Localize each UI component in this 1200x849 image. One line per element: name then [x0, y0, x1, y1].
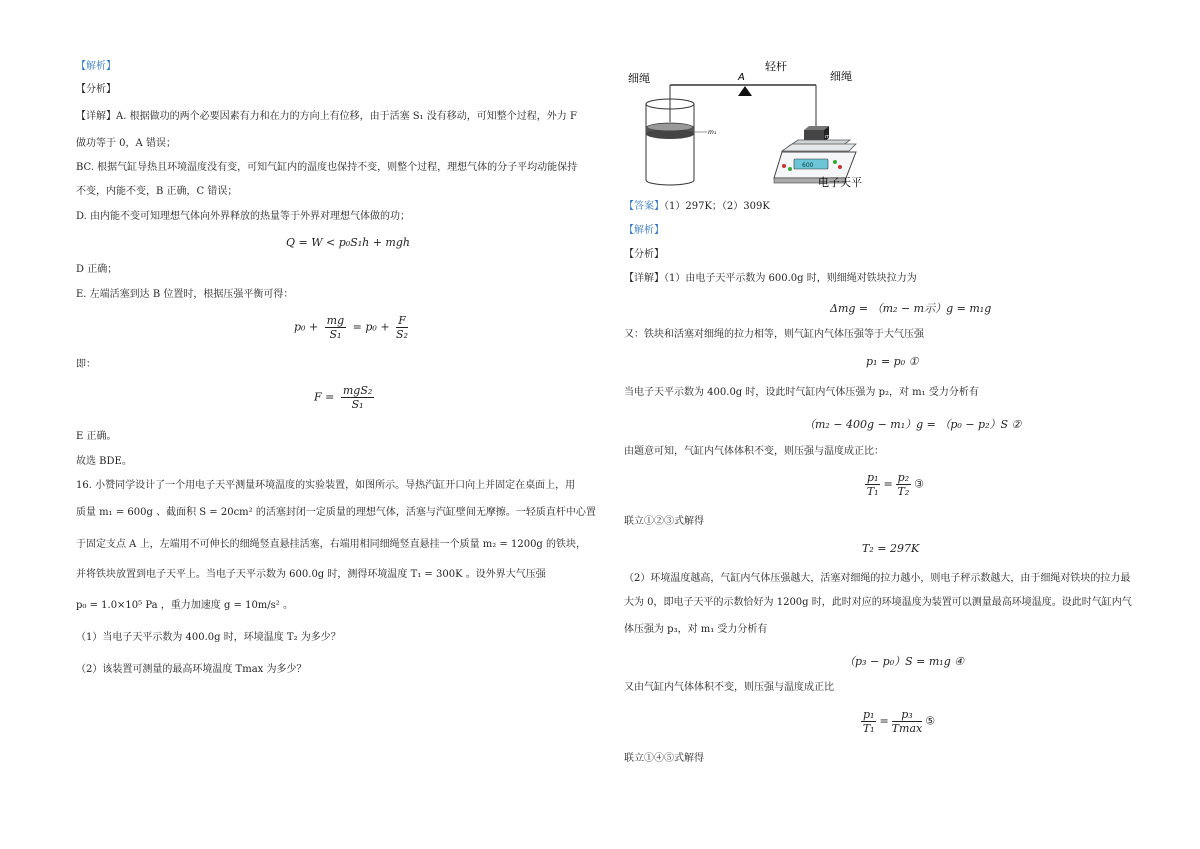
frac-num: F	[396, 314, 408, 328]
part2-line3: 体压强为 p₃，对 m₁ 受力分析有	[624, 624, 768, 635]
detail-line-you: 又：铁块和活塞对细绳的拉力相等，则气缸内气体压强等于大气压强	[624, 329, 924, 340]
eq-p0: p₀	[294, 320, 306, 334]
eq-f: F	[314, 390, 322, 404]
detail-line-ratio: 由题意可知，气缸内气体体积不变，则压强与温度成正比：	[624, 446, 884, 457]
detail-line-d: D. 由内能不变可知理想气体向外界释放的热量等于外界对理想气体做的功；	[76, 211, 411, 222]
equation-p1: p₁ = p₀ ①	[866, 355, 919, 368]
solve-line-1: 联立①②③式解得	[624, 516, 704, 527]
frac-f-s2	[396, 314, 408, 341]
question16-line5: p₀ = 1.0×10⁵ Pa ，重力加速度 g = 10m/s² 。	[76, 600, 293, 611]
detail-line-bc1: BC. 根据气缸导热且环境温度没有变，可知气缸内的温度也保持不变，则整个过程，理想气体的分子平均动能保持	[76, 162, 578, 173]
frac-num: p₁	[863, 708, 875, 721]
answer-text: （1）297K；（2）309K	[664, 201, 770, 212]
frac-num: p₃	[892, 708, 923, 722]
label-pivot-a: A	[738, 72, 745, 83]
eq-equal: =	[352, 320, 362, 334]
detail-line-bc2: 不变，内能不变，B 正确，C 错误；	[76, 186, 238, 197]
frac-num: p₁	[867, 471, 879, 484]
equation-ratio-tmax	[858, 708, 935, 735]
e-correct: E 正确。	[76, 431, 117, 442]
eq-plusb: +	[380, 320, 390, 334]
equation-force-balance: （m₂ − 400g − m₁）g = （p₀ − p₂）S ②	[804, 418, 1022, 431]
frac-p3-tmax	[892, 708, 923, 735]
frac-den: T₁	[866, 485, 879, 498]
question16-line4: 并将铁块放置到电子天平上。当电子天平示数为 600.0g 时，测得环境温度 T₁ = 300K 。设外界大气压强	[76, 569, 546, 580]
equation-p3: （p₃ − p₀）S = m₁g ④	[844, 655, 965, 668]
frac-num: mg	[326, 314, 345, 327]
eq-plus: +	[308, 320, 319, 334]
detail-line-a1: 【详解】A. 根据做功的两个必要因素有力和在力的方向上有位移，由于活塞 S₁ 没有移动，可知整个过程，外力 F	[76, 111, 577, 122]
label-right-rope: 细绳	[830, 70, 852, 83]
d-correct: D 正确；	[76, 264, 118, 275]
balance-display: 600	[802, 162, 814, 169]
question16-line1: 16. 小赞同学设计了一个用电子天平测量环境温度的实验装置，如图所示。导热汽缸开口向上并固定在桌面上，用	[76, 480, 576, 491]
frac-num: p₂	[897, 471, 910, 484]
frac-mg-s1	[325, 314, 346, 341]
answer-line	[624, 200, 770, 214]
analysis-heading-right: 【分析】	[624, 249, 664, 260]
solve-line-2: 联立①④⑤式解得	[624, 753, 704, 764]
question16-line2: 质量 m₁ = 600g 、截面积 S = 20cm² 的活塞封闭一定质量的理想气体，活塞与汽缸壁间无摩擦。一轻质直杆中心置	[76, 507, 596, 518]
label-balance: 电子天平	[818, 176, 862, 189]
apparatus-figure	[624, 56, 864, 192]
eq-mark-3: ③	[914, 477, 924, 491]
label-rod: 轻杆	[765, 60, 787, 73]
ji-label: 即：	[76, 359, 96, 370]
eq-equal: =	[883, 477, 893, 491]
frac-num: mgS₂	[342, 384, 373, 397]
question16-line3: 于固定支点 A 上，左端用不可伸长的细绳竖直悬挂活塞，右端用相同细绳竖直悬挂一个质量 m₂ = 1200g 的铁块，	[76, 539, 587, 550]
detail-line-1: 【详解】（1）由电子天平示数为 600.0g 时，则细绳对铁块拉力为	[624, 273, 917, 284]
equation-t2-result: T₂ = 297K	[862, 542, 920, 555]
frac-mgs2-s1	[341, 384, 374, 411]
detail-line-400: 当电子天平示数为 400.0g 时，设此时气缸内气体压强为 p₂，对 m₁ 受力分析有	[624, 387, 979, 398]
eq-equal: =	[879, 714, 889, 728]
frac-den: S₁	[351, 398, 364, 411]
jiexi-tag: 【解析】	[76, 61, 116, 72]
equation-pressure-balance	[294, 314, 411, 341]
piston	[646, 123, 694, 139]
detail-line-e: E. 左端活塞到达 B 位置时，根据压强平衡可得：	[76, 289, 294, 300]
label-m2: m₂	[825, 134, 832, 140]
choose-answer: 故选 BDE。	[76, 456, 132, 467]
detail-line-youyou: 又由气缸内气体体积不变，则压强与温度成正比	[624, 682, 834, 693]
equation-q: Q = W < p₀S₁h + mgh	[286, 236, 410, 249]
question16-sub2: （2）该装置可测量的最高环境温度 Tmax 为多少？	[76, 664, 307, 675]
jiexi-tag-right: 【解析】	[624, 225, 664, 236]
frac-p1-t1	[865, 471, 880, 498]
part2-line1: （2）环境温度越高，气缸内气体压强越大，活塞对细绳的拉力越小，则电子秤示数越大，由于细绳对铁块的拉力最	[624, 573, 1131, 584]
question16-sub1: （1）当电子天平示数为 400.0g 时，环境温度 T₂ 为多少？	[76, 632, 341, 643]
eq-mark-5: ⑤	[925, 714, 936, 728]
pivot-fulcrum	[738, 86, 752, 96]
label-m1: m₁	[708, 129, 717, 136]
eq-equal: =	[325, 390, 335, 404]
part2-line2: 大为 0，即电子天平的示数恰好为 1200g 时，此时对应的环境温度为装置可以测量最高环境温度。设此时气缸内气	[624, 597, 1132, 608]
label-left-rope: 细绳	[628, 72, 650, 85]
eq-p0b: p₀	[365, 320, 377, 334]
frac-p1-t1	[861, 708, 876, 735]
frac-den: S₂	[396, 328, 408, 341]
equation-tension: Δmg = （m₂ − m示）g = m₁g	[830, 302, 992, 315]
frac-p2-t2	[896, 471, 911, 498]
answer-tag: 【答案】	[624, 201, 664, 212]
equation-ratio-t2	[862, 471, 924, 498]
equation-f	[314, 384, 377, 411]
frac-den: T₂	[897, 485, 910, 498]
detail-line-a2: 做功等于 0，A 错误；	[76, 138, 176, 149]
frac-den: S₁	[329, 328, 342, 341]
analysis-heading: 【分析】	[76, 84, 116, 95]
frac-den: T₁	[862, 722, 875, 735]
frac-den: Tmax	[891, 722, 923, 735]
